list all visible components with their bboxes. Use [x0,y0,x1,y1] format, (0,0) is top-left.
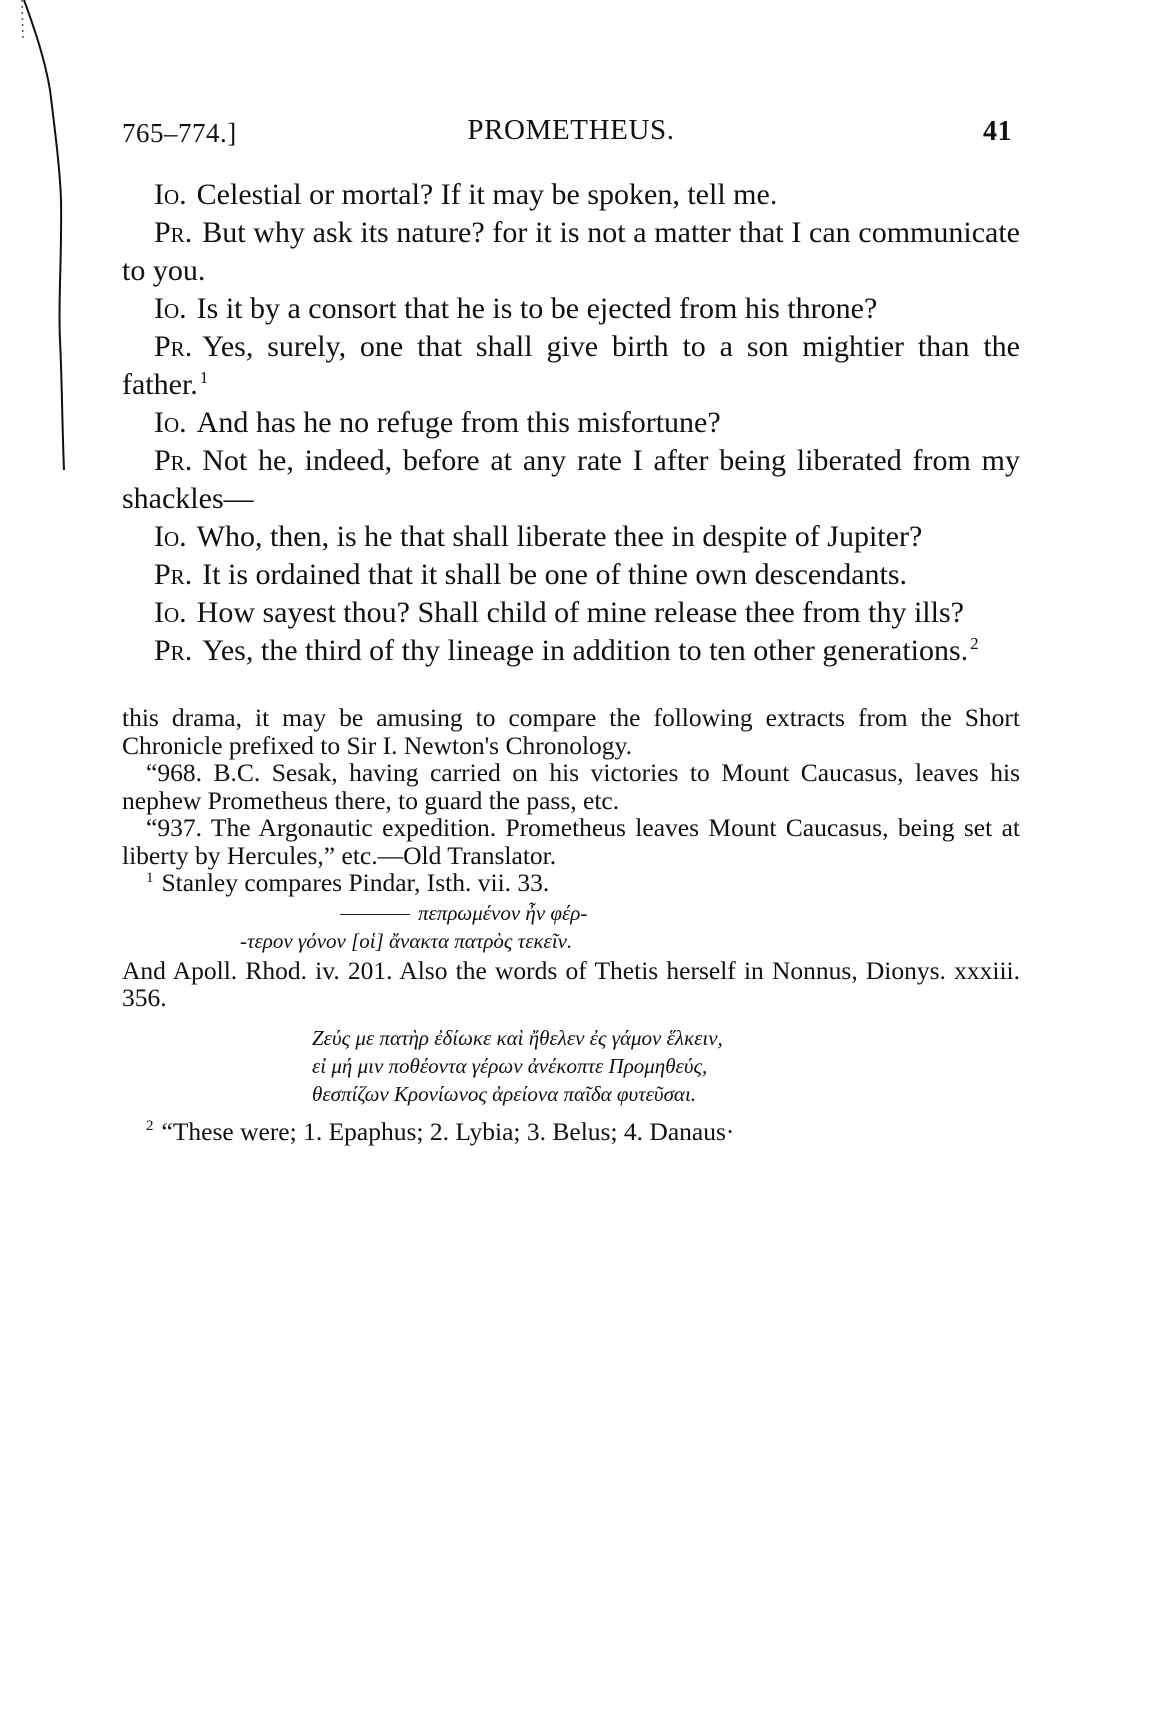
footnote-number: 2 [146,1118,154,1134]
speech-line [122,214,1020,290]
speaker-label: Io. [154,520,187,553]
speech-line [122,442,1020,518]
speech-text: It is ordained that it shall be one of thine own descendants. [202,558,908,591]
speaker-label: Io. [154,406,187,439]
speech-text: Celestial or mortal? If it may be spoken, tell me. [196,178,778,211]
greek-line: -τερον γόνον [οἱ] ἄνακτα πατρὸς τεκεῖν. [240,928,573,953]
speech-text: And has he no refuge from this misfortune? [196,406,721,439]
speaker-label: Pr. [154,634,193,667]
speech-text: Not he, indeed, before at any rate I after being liberated from my shackles— [122,444,1020,515]
footnote-2 [122,1118,1020,1146]
greek-line: εἰ μή μιν ποθέοντα γέρων ἀνέκοπτε Προμηθεύς, [312,1053,708,1078]
speech-text: But why ask its nature? for it is not a matter that I can communicate to you. [122,216,1020,287]
greek-quote-pindar [122,899,1020,955]
speech-line [122,594,1020,632]
greek-line: Ζεύς με πατὴρ ἐδίωκε καὶ ἤθελεν ἐς γάμον ἕλκειν, [312,1025,723,1050]
greek-quote-nonnus [122,1024,1020,1108]
footnote-ref[interactable]: 1 [199,368,209,387]
speaker-label: Pr. [154,444,193,477]
footnote-continuation: this drama, it may be amusing to compare the following extracts from the Short Chronicle prefixed to Sir I. Newton's Chronology. [122,703,1020,760]
speaker-label: Io. [154,596,187,629]
page-title: PROMETHEUS. [467,114,675,146]
speech-text: Is it by a consort that he is to be ejected from his throne? [196,292,878,325]
speech-line [122,404,1020,442]
chronicle-quote-937: “937. The Argonautic expedition. Prometheus leaves Mount Caucasus, being set at liberty by Hercules,” etc.—Old Translator. [122,813,1020,870]
footnote-text: Stanley compares Pindar, Isth. vii. 33. [161,868,550,897]
speech-text: Yes, surely, one that shall give birth to a son mightier than the father. [122,330,1020,401]
footnote-number: 1 [146,869,154,886]
speech-text: How sayest thou? Shall child of mine release thee from thy ills? [196,596,964,629]
speaker-label: Io. [154,178,187,211]
speech-line [122,328,1020,404]
dialogue-body [122,176,1020,670]
speaker-label: Pr. [154,216,193,249]
greek-line-text: πεπρωμένον ἦν φέρ- [418,900,588,925]
scan-binding-edge [0,0,80,520]
page-number: 41 [983,116,1012,147]
footnote-ref[interactable]: 2 [970,634,979,653]
greek-line [240,899,1020,927]
speaker-label: Io. [154,292,187,325]
speaker-label: Pr. [154,558,193,591]
footnotes [122,704,1020,1146]
book-page [122,100,1020,1171]
speech-text: Yes, the third of thy lineage in addition to ten other generations. [202,634,969,667]
line-range: 765–774.] [122,118,237,148]
footnote-text-continued: And Apoll. Rhod. iv. 201. Also the words of Thetis herself in Nonnus, Dionys. xxxiii. 356. [122,955,1020,1012]
footnote-1 [122,869,1020,897]
speech-line [122,290,1020,328]
running-head [122,100,1020,150]
footnote-text: “These were; 1. Epaphus; 2. Lybia; 3. Belus; 4. Danaus· [161,1116,735,1146]
chronicle-quote-968: “968. B.C. Sesak, having carried on his victories to Mount Caucasus, leaves his nephew Prometheus there, to guard the pass, etc. [122,758,1020,815]
greek-line: θεσπίζων Κρονίωνος ἀρείονα παῖδα φυτεῦσαι. [312,1081,697,1106]
speech-text: Who, then, is he that shall liberate thee in despite of Jupiter? [196,520,923,553]
speaker-label: Pr. [154,330,193,363]
em-rule [340,914,410,915]
speech-line [122,176,1020,214]
speech-line [122,518,1020,556]
speech-line [122,556,1020,594]
speech-line [122,632,1020,670]
